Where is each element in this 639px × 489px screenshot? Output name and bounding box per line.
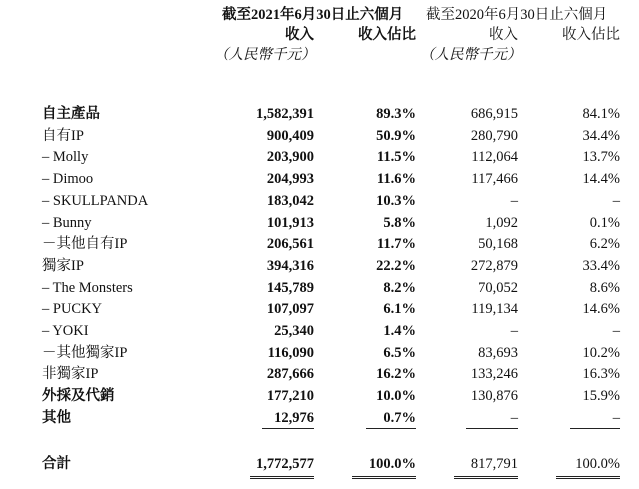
cell-share-2020: 14.6%	[582, 301, 620, 317]
double-rule-share-2021	[352, 476, 416, 479]
row-label: 外採及代銷	[42, 388, 115, 404]
cell-revenue-2021: 107,097	[266, 301, 314, 317]
cell-share-2021: 1.4%	[383, 323, 416, 339]
cell-revenue-2020: 119,134	[471, 301, 518, 317]
cell-share-2020: 13.7%	[582, 149, 620, 165]
cell-share-2021: 10.3%	[376, 193, 416, 209]
cell-share-2021: 16.2%	[376, 366, 416, 382]
cell-share-2021: 22.2%	[376, 258, 416, 274]
cell-revenue-2020: –	[510, 410, 518, 426]
cell-share-2021: 6.5%	[383, 345, 416, 361]
rule-share-2020	[570, 428, 620, 429]
total-revenue-2021: 1,772,577	[256, 456, 314, 472]
cell-revenue-2021: 116,090	[267, 345, 314, 361]
cell-share-2021: 50.9%	[376, 128, 416, 144]
cell-share-2021: 11.5%	[376, 149, 416, 165]
row-label: 非獨家IP	[42, 366, 99, 382]
cell-share-2020: 10.2%	[582, 345, 620, 361]
header-share-2020: 收入佔比	[562, 27, 620, 43]
row-label: －其他獨家IP	[42, 345, 128, 361]
row-label: 其他	[42, 410, 71, 426]
total-revenue-2020: 817,791	[470, 456, 518, 472]
cell-revenue-2021: 145,789	[266, 280, 314, 296]
cell-share-2020: 6.2%	[589, 236, 620, 252]
row-label: 自主產品	[42, 106, 100, 122]
cell-revenue-2021: 204,993	[266, 171, 314, 187]
cell-share-2020: 15.9%	[582, 388, 620, 404]
cell-share-2021: 11.7%	[376, 236, 416, 252]
row-label: – PUCKY	[42, 301, 103, 317]
row-label: – YOKI	[42, 323, 89, 339]
cell-share-2021: 11.6%	[376, 171, 416, 187]
cell-revenue-2021: 394,316	[266, 258, 314, 274]
rule-revenue-2021	[262, 428, 314, 429]
cell-revenue-2021: 25,340	[274, 323, 314, 339]
cell-revenue-2020: 133,246	[470, 366, 518, 382]
cell-share-2020: 33.4%	[582, 258, 620, 274]
header-unit-2021: （人民幣千元）	[214, 47, 316, 63]
row-label: – Molly	[42, 149, 89, 165]
cell-revenue-2020: 272,879	[470, 258, 518, 274]
total-share-2021: 100.0%	[368, 456, 416, 472]
cell-share-2021: 8.2%	[383, 280, 416, 296]
cell-revenue-2021: 206,561	[266, 236, 314, 252]
cell-share-2020: 16.3%	[582, 366, 620, 382]
cell-revenue-2021: 287,666	[266, 366, 314, 382]
cell-share-2021: 10.0%	[376, 388, 416, 404]
total-label: 合計	[42, 456, 71, 472]
row-label: – SKULLPANDA	[42, 193, 149, 209]
cell-revenue-2021: 1,582,391	[256, 106, 314, 122]
rule-revenue-2020	[466, 428, 518, 429]
header-revenue-2020: 收入	[489, 27, 518, 43]
cell-revenue-2021: 177,210	[266, 388, 314, 404]
cell-share-2020: 84.1%	[582, 106, 620, 122]
cell-revenue-2020: 130,876	[470, 388, 518, 404]
row-label: – The Monsters	[42, 280, 133, 296]
cell-share-2020: –	[612, 323, 620, 339]
total-share-2020: 100.0%	[575, 456, 620, 472]
cell-share-2021: 5.8%	[383, 215, 416, 231]
cell-revenue-2020: 117,466	[471, 171, 518, 187]
cell-share-2020: 8.6%	[589, 280, 620, 296]
double-rule-share-2020	[556, 476, 620, 479]
header-period-2021: 截至2021年6月30日止六個月	[222, 7, 404, 23]
rule-share-2021	[366, 428, 416, 429]
cell-revenue-2021: 101,913	[266, 215, 314, 231]
cell-share-2021: 89.3%	[376, 106, 416, 122]
header-unit-2020: （人民幣千元）	[420, 47, 522, 63]
header-period-2020: 截至2020年6月30日止六個月	[426, 7, 608, 23]
cell-revenue-2020: 50,168	[478, 236, 518, 252]
cell-revenue-2020: 112,064	[471, 149, 518, 165]
cell-share-2020: 0.1%	[589, 215, 620, 231]
cell-revenue-2020: –	[510, 323, 518, 339]
cell-share-2020: 14.4%	[582, 171, 620, 187]
cell-share-2021: 0.7%	[383, 410, 416, 426]
header-revenue-2021: 收入	[285, 27, 314, 43]
double-rule-revenue-2020	[454, 476, 518, 479]
cell-share-2020: –	[612, 193, 620, 209]
cell-share-2020: 34.4%	[582, 128, 620, 144]
cell-revenue-2021: 183,042	[266, 193, 314, 209]
cell-revenue-2021: 12,976	[274, 410, 314, 426]
cell-revenue-2020: 1,092	[485, 215, 518, 231]
cell-share-2021: 6.1%	[383, 301, 416, 317]
cell-revenue-2020: 83,693	[478, 345, 518, 361]
cell-revenue-2020: 70,052	[478, 280, 518, 296]
row-label: – Bunny	[42, 215, 92, 231]
row-label: 自有IP	[42, 128, 84, 144]
cell-revenue-2021: 900,409	[266, 128, 314, 144]
header-share-2021: 收入佔比	[358, 27, 416, 43]
cell-revenue-2020: –	[510, 193, 518, 209]
cell-revenue-2020: 686,915	[470, 106, 518, 122]
row-label: – Dimoo	[42, 171, 94, 187]
cell-revenue-2020: 280,790	[470, 128, 518, 144]
row-label: 獨家IP	[42, 258, 84, 274]
double-rule-revenue-2021	[250, 476, 314, 479]
cell-share-2020: –	[612, 410, 620, 426]
cell-revenue-2021: 203,900	[266, 149, 314, 165]
row-label: －其他自有IP	[42, 236, 128, 252]
